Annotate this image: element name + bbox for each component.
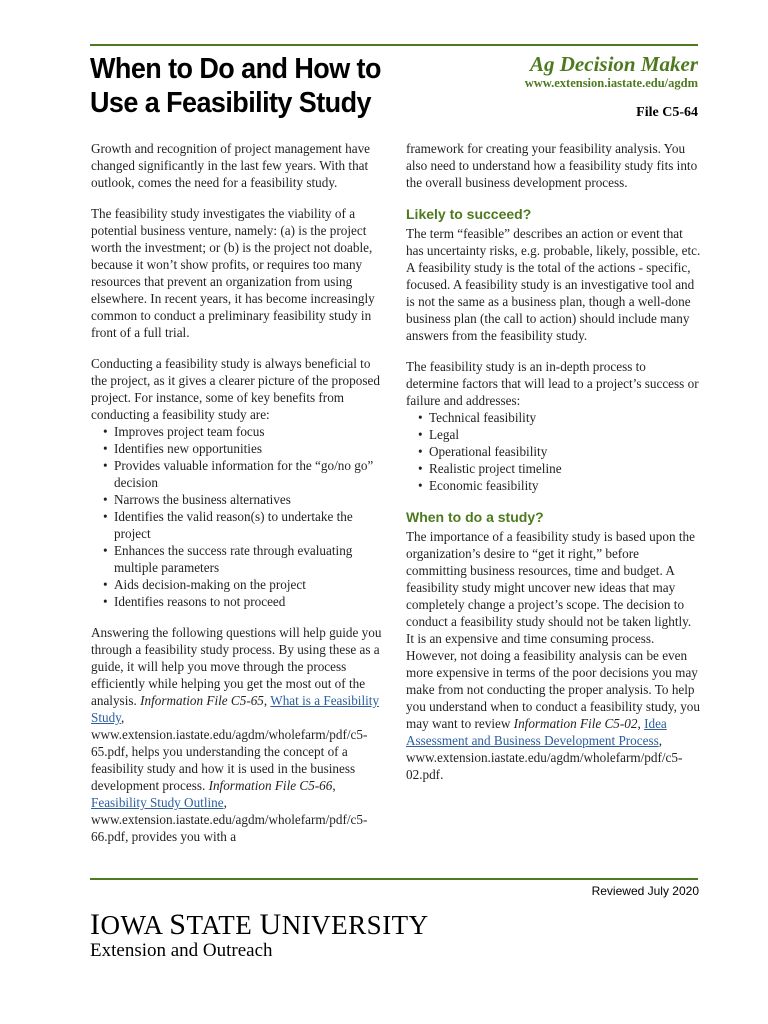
list-item: • Identifies the valid reason(s) to undertake the project	[103, 509, 353, 541]
list-item: • Identifies reasons to not proceed	[103, 594, 286, 609]
brand-block	[525, 52, 698, 90]
importance-paragraph: The importance of a feasibility study is based upon the organization’s desire to “get it right,” before committing business resources, time and budget. A feasibility study might uncover new ideas that may completely change a project’s scope. The decision to conduct a feasibility study should not be taken lightly. It is an expensive and time consuming process. However, not doing a feasibility analysis can be even more expensive in terms of the poor decisions you may make from not conducting the proper analysis. To help you understand when to conduct a feasibility study, you may want to review Information File C5-02, Idea Assessment and Business Development Process, www.extension.iastate.edu/agdm/wholefarm/pdf/c5-02.pdf.	[406, 529, 700, 782]
link-what-is-feasibility-study[interactable]: What is a Feasibility Study	[91, 693, 380, 725]
isu-wordmark: IOWA STATE UNIVERSITY	[90, 908, 429, 941]
document-title	[90, 52, 462, 120]
list-item: • Realistic project timeline	[418, 461, 562, 476]
benefits-list	[91, 423, 383, 610]
in-depth-paragraph: The feasibility study is an in-depth process to determine factors that will lead to a project’s success or failure and addresses:	[406, 359, 699, 408]
reviewed-date: Reviewed July 2020	[591, 884, 699, 898]
link-feasibility-study-outline[interactable]: Feasibility Study Outline	[91, 795, 224, 810]
list-item: • Economic feasibility	[418, 478, 539, 493]
brand-name: Ag Decision Maker	[530, 52, 698, 76]
factors-list	[406, 409, 701, 494]
title-line-2: Use a Feasibility Study	[90, 87, 371, 119]
list-item: • Aids decision-making on the project	[103, 577, 306, 592]
list-item: • Operational feasibility	[418, 444, 548, 459]
link-idea-assessment[interactable]: Idea Assessment and Business Development Process	[406, 716, 667, 748]
list-item: • Narrows the business alternatives	[103, 492, 291, 507]
benefits-intro-paragraph: Conducting a feasibility study is always beneficial to the project, as it gives a clearer picture of the proposed project. For instance, some of key benefits from conducting a feasibility study are:	[91, 356, 380, 422]
title-line-1: When to Do and How to	[90, 53, 381, 85]
left-column	[91, 140, 383, 859]
heading-likely-to-succeed: Likely to succeed?	[406, 206, 532, 222]
feasible-definition-paragraph: The term “feasible” describes an action or event that has uncertainty risks, e.g. probable, likely, possible, etc. A feasibility study is the total of the actions - specific, focused. A feasibility study is an investigative tool and is not the same as a business plan, though a well-done business plan (the call to action) should include many answers from the feasibility study.	[406, 226, 701, 343]
isu-extension-label: Extension and Outreach	[90, 940, 273, 961]
guide-paragraph: Answering the following questions will help guide you through a feasibility study process. By using these as a guide, it will help you move through the process efficiently while helping you get the most out of the analysis. Information File C5-65, What is a Feasibility Study, www.extension.iastate.edu/agdm/wholefarm/pdf/c5-65.pdf, helps you understanding the concept of a feasibility study and how it is used in the business development process. Information File C5-66, Feasibility Study Outline, www.extension.iastate.edu/agdm/wholefarm/pdf/c5-66.pdf, provides you with a	[91, 625, 382, 844]
list-item: • Provides valuable information for the “go/no go” decision	[103, 458, 374, 490]
viability-paragraph: The feasibility study investigates the viability of a potential business venture, namely: (a) is the project worth the investment; or (b) is the project not doable, because it won’t show profits, or requires too many resources that prevent an organization from using elsewhere. In recent years, it has become increasingly common to conduct a preliminary feasibility study in front of a full trial.	[91, 206, 375, 340]
list-item: • Identifies new opportunities	[103, 441, 262, 456]
list-item: • Legal	[418, 427, 460, 442]
header-rule	[90, 44, 698, 46]
list-item: • Technical feasibility	[418, 410, 537, 425]
list-item: • Improves project team focus	[103, 424, 265, 439]
framework-paragraph: framework for creating your feasibility analysis. You also need to understand how a feasibility study fits into the overall business development process.	[406, 141, 698, 190]
file-number: File C5-64	[636, 105, 698, 120]
brand-url[interactable]: www.extension.iastate.edu/agdm	[524, 76, 698, 90]
right-column	[406, 140, 701, 797]
intro-paragraph: Growth and recognition of project management have changed significantly in the last few years. With that outlook, comes the need for a feasibility study.	[91, 141, 371, 190]
heading-when-to-do-study: When to do a study?	[406, 509, 544, 525]
isu-logo	[90, 910, 429, 962]
list-item: • Enhances the success rate through evaluating multiple parameters	[103, 543, 353, 575]
footer-rule	[90, 878, 698, 880]
